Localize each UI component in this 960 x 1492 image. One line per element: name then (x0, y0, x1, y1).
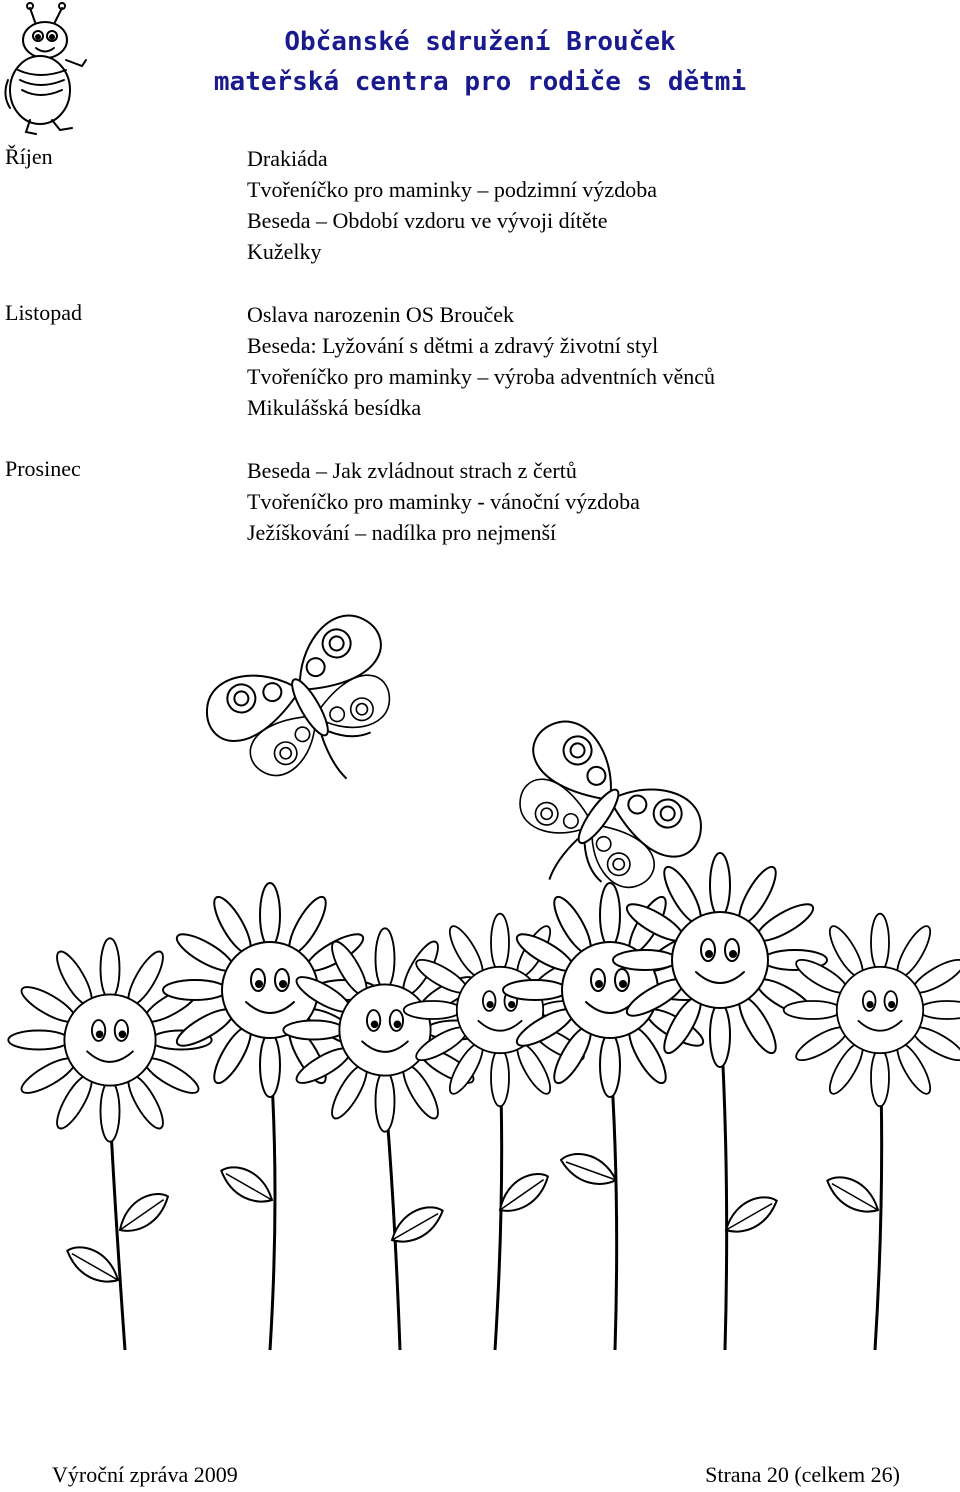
event-item: Tvořeníčko pro maminky – podzimní výzdoba (247, 177, 657, 202)
event-item: Tvořeníčko pro maminky – výroba adventních věnců (247, 364, 715, 389)
event-item: Beseda: Lyžování s dětmi a zdravý životní styl (247, 333, 659, 358)
events-december (247, 455, 937, 548)
footer-report-title: Výroční zpráva 2009 (52, 1462, 238, 1487)
footer-page-number: Strana 20 (celkem 26) (705, 1462, 900, 1487)
page-footer (0, 1462, 960, 1492)
event-item: Beseda – Období vzdoru ve vývoji dítěte (247, 208, 608, 233)
events-november (247, 299, 937, 423)
event-item: Mikulášská besídka (247, 395, 422, 420)
month-label-october: Říjen (5, 144, 53, 169)
event-item: Drakiáda (247, 146, 328, 171)
header (150, 22, 810, 102)
events-october (247, 143, 937, 267)
beetle-logo-icon (0, 0, 100, 140)
event-item: Tvořeníčko pro maminky - vánoční výzdoba (247, 489, 640, 514)
month-label-november: Listopad (5, 300, 82, 325)
event-item: Beseda – Jak zvládnout strach z čertů (247, 458, 577, 483)
organization-subtitle: mateřská centra pro rodiče s dětmi (213, 67, 747, 97)
month-label-december: Prosinec (5, 456, 81, 481)
event-item: Kuželky (247, 239, 322, 264)
organization-title: Občanské sdružení Brouček (284, 27, 676, 57)
event-item: Oslava narozenin OS Brouček (247, 302, 514, 327)
flowers-butterflies-illustration (0, 590, 960, 1370)
event-item: Ježíškování – nadílka pro nejmenší (247, 520, 557, 545)
